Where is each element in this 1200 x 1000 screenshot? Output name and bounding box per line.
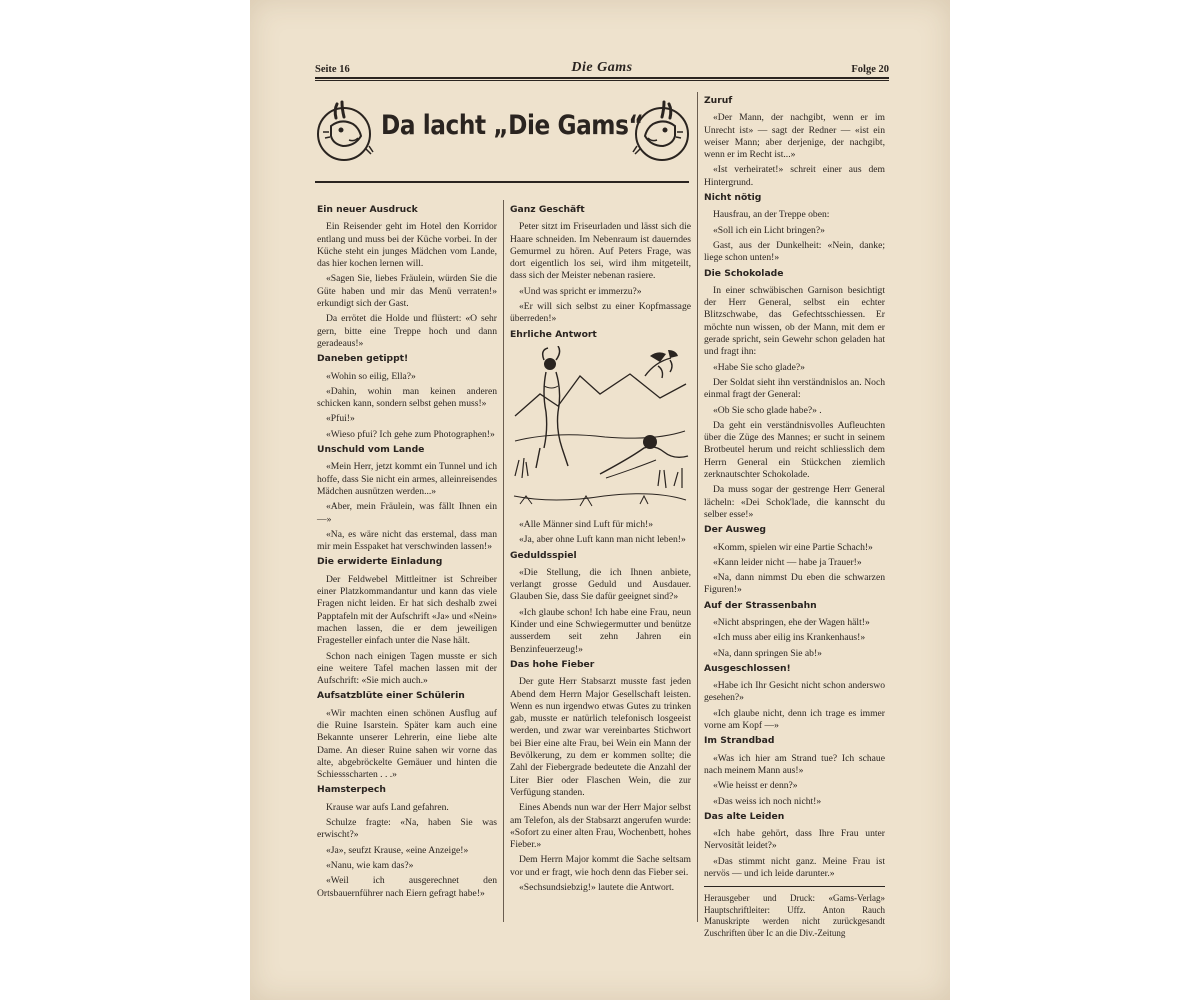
article-heading: Der Ausweg <box>704 524 767 536</box>
article-paragraph: «Die Stellung, die ich Ihnen anbiete, verlangt grosse Geduld und Ausdauer. Glauben Sie, dass Sie dafür geeignet sind?» <box>510 566 691 603</box>
article-paragraph: «Na, dann nimmst Du eben die schwarzen Figuren!» <box>704 572 885 596</box>
article <box>704 95 885 189</box>
article-paragraph: «Aber, mein Fräulein, was fällt Ihnen ein —» <box>317 501 497 525</box>
article-paragraph: «Das stimmt nicht ganz. Meine Frau ist nervös — und ich leide darunter.» <box>704 855 885 880</box>
article-paragraph: «Ist verheiratet!» schreit einer aus dem Hintergrund. <box>704 164 885 188</box>
article-paragraph: «Mein Herr, jetzt kommt ein Tunnel und ich hoffe, dass Sie nicht ein armes, alleinreisendes Mädchen ausnützen werden...» <box>317 461 497 497</box>
article-paragraph: «Na, es wäre nicht das erstemal, dass man mir mein Esspaket hat verschwinden lassen!» <box>317 528 497 553</box>
article-heading: Auf der Strassenbahn <box>704 599 817 611</box>
article <box>704 268 885 522</box>
article-paragraph: In einer schwäbischen Garnison besichtigt der Herr General, selbst ein echter Blitzschwabe, das Gefechtsschiessen. Er möchte nun wissen, ob der Mann, mit dem er gerade spricht, sein Gewehr schon geladen hat und fragt ihn: <box>704 284 885 358</box>
article-paragraph: «Dahin, wohin man keinen anderen schicken kann, sondern selbst gehen muss!» <box>317 385 497 410</box>
impressum-rule <box>704 886 885 887</box>
article-paragraph: Der Feldwebel Mittleitner ist Schreiber einer Platzkommandantur und kann das viele Fragen nicht leiden. Er hat sich deshalb zwei Papptafeln mit der Aufschrift «Ja» und «Nein» machen lassen, die er dem jeweiligen Fragesteller einfach unter die Nase hält. <box>317 573 497 647</box>
article <box>704 811 885 880</box>
article <box>704 600 885 660</box>
article-heading: Hamsterpech <box>317 784 386 796</box>
article-paragraph: Der Soldat sieht ihn verständnislos an. Noch einmal fragt der General: <box>704 376 885 401</box>
newspaper-page <box>250 0 950 1000</box>
page-number-left: Seite 16 <box>315 64 350 75</box>
article-paragraph: «Kann leider nicht — habe ja Trauer!» <box>713 556 862 568</box>
article <box>510 659 691 894</box>
article-heading: Die Schokolade <box>704 267 784 279</box>
article-heading: Die erwiderte Einladung <box>317 556 443 568</box>
article-paragraph: Da errötet die Holde und flüstert: «O sehr gern, bitte eine Treppe hoch und dann geradeaus!» <box>317 313 497 349</box>
article <box>704 192 885 264</box>
article-paragraph: Gast, aus der Dunkelheit: «Nein, danke; liege schon unten!» <box>704 239 885 264</box>
article-heading: Ein neuer Ausdruck <box>317 204 418 215</box>
article-paragraph: «Nanu, wie kam das?» <box>326 859 414 871</box>
article-paragraph: «Der Mann, der nachgibt, wenn er im Unrecht ist» — sagt der Redner — «ist ein weiser Mann; aber derjenige, der nachgibt, wenn er im Recht ist...» <box>704 112 885 161</box>
article-heading: Geduldsspiel <box>510 549 577 561</box>
article-paragraph: «Habe Sie scho glade?» <box>713 361 805 373</box>
header-rule-thin <box>315 80 889 81</box>
article-paragraph: «Sagen Sie, liebes Fräulein, würden Sie die Güte haben und mir das Menü verraten!» erkundigt sich der Gast. <box>317 273 497 310</box>
article-paragraph: «Soll ich ein Licht bringen?» <box>713 224 825 236</box>
article-paragraph: «Ja», seufzt Krause, «eine Anzeige!» <box>326 844 469 856</box>
article-paragraph: Der gute Herr Stabsarzt musste fast jeden Abend dem Herrn Major Gesellschaft leisten. Wenn es nun irgendwo etwas Gutes zu trinken gab, musste er natürlich telefonisch losgeeist werden, und zwar war vereinbartes Stichwort bei Bier eine alte Frau, bei Wein ein Mann der Bevölkerung, zu dem er kommen sollte; die Zahl der Fiebergrade bedeutete die Anzahl der Liter Bier oder Flaschen Wein, die zur Verfügung standen. <box>510 676 691 798</box>
article-paragraph: Schulze fragte: «Na, haben Sie was erwischt?» <box>317 817 497 841</box>
chamois-head-icon <box>629 98 691 166</box>
banner-title: Da lacht „Die Gams“ <box>381 110 644 141</box>
article <box>510 550 691 656</box>
article-paragraph: «Weil ich ausgerechnet den Ortsbauernführer nach Eiern gefragt habe!» <box>317 875 497 899</box>
article-paragraph: «Was ich hier am Strand tue? Ich schaue nach meinem Mann aus!» <box>704 752 885 776</box>
chamois-head-icon <box>315 98 377 166</box>
article-paragraph: «Das weiss ich noch nicht!» <box>713 795 822 807</box>
article-paragraph: «Er will sich selbst zu einer Kopfmassage überreden!» <box>510 301 691 325</box>
article-paragraph: Eines Abends nun war der Herr Major selbst am Telefon, als der Stabsarzt angerufen wurde: «Sofort zu einer alten Frau, Wochenbett, hohes Fieber.» <box>510 802 691 851</box>
article <box>317 556 497 687</box>
article-heading: Ganz Geschäft <box>510 204 585 215</box>
article-paragraph: «Ich glaube nicht, denn ich trage es immer vorne am Kopf —» <box>704 707 885 732</box>
article-paragraph: «Ich muss aber eilig ins Krankenhaus!» <box>713 632 866 644</box>
article-heading: Unschuld vom Lande <box>317 444 425 456</box>
cartoon-illustration <box>510 346 691 511</box>
column-1 <box>317 204 497 903</box>
article-heading: Daneben getippt! <box>317 353 409 365</box>
banner-rule <box>315 181 689 183</box>
article-heading: Nicht nötig <box>704 192 762 204</box>
column-divider <box>503 200 504 922</box>
column-3 <box>704 95 885 939</box>
article-paragraph: «Ich glaube schon! Ich habe eine Frau, neun Kinder und eine Schwiegermutter und benütze ausserdem seit zehn Jahren ein Benzinfeuerzeug!» <box>510 606 691 655</box>
article-paragraph: Da geht ein verständnisvolles Aufleuchten über die Züge des Mannes; er sucht in seinem Brotbeutel herum und reicht schliesslich dem Herrn General ein Stückchen ziemlich zerknautschter Schokolade. <box>704 419 885 481</box>
article <box>704 735 885 807</box>
article-paragraph: Krause war aufs Land gefahren. <box>326 801 449 813</box>
article <box>704 524 885 596</box>
article <box>317 444 497 553</box>
article-paragraph: «Ich habe gehört, dass Ihre Frau unter Nervosität leidet?» <box>704 828 885 852</box>
article-paragraph: «Ob Sie scho glade habe?» . <box>713 404 822 416</box>
article <box>317 353 497 441</box>
header-rule <box>315 77 889 79</box>
article-paragraph: Hausfrau, an der Treppe oben: <box>713 209 830 221</box>
column-divider <box>697 92 698 922</box>
article <box>510 329 691 511</box>
article <box>317 204 497 350</box>
article-paragraph: Ein Reisender geht im Hotel den Korridor entlang und muss bei der Küche vorbei. In der Küche steht ein junges Mädchen vom Lande, das hier kochen lernen will. <box>317 221 497 270</box>
masthead: Die Gams <box>571 60 633 75</box>
article-paragraph: «Wohin so eilig, Ella?» <box>326 370 416 382</box>
article <box>510 204 691 326</box>
article-paragraph: «Habe ich Ihr Gesicht nicht schon anderswo gesehen?» <box>704 680 885 704</box>
page-header <box>315 62 889 78</box>
issue-number: Folge 20 <box>851 64 889 75</box>
article <box>317 690 497 781</box>
article-paragraph: «Wir machten einen schönen Ausflug auf die Ruine Isarstein. Später kam auch eine Bekannte unserer Lehrerin, eine liebe alte Dame. An dieser Ruine sahen wir vorne das alte, abgebröckelte Gemäuer und hinten die Schiessscharten . . .» <box>317 707 497 781</box>
article-paragraph: «Komm, spielen wir eine Partie Schach!» <box>713 541 873 553</box>
article-heading: Das alte Leiden <box>704 810 785 822</box>
article <box>510 519 691 547</box>
article-paragraph: Da muss sogar der gestrenge Herr General lächeln: «Dei Schok'lade, die kannscht du selber esse!» <box>704 484 885 520</box>
article-paragraph: «Und was spricht er immerzu?» <box>519 285 642 297</box>
article-paragraph: Peter sitzt im Friseurladen und lässt sich die Haare schneiden. Im Nebenraum ist dauerndes Gemurmel zu hören. Auf Peters Frage, was dort eigentlich los sei, wird ihm mitgeteilt, dass sich der Meister nebenan rasiere. <box>510 221 691 282</box>
article-heading: Aufsatzblüte einer Schülerin <box>317 690 465 702</box>
article-paragraph: «Sechsundsiebzig!» lautete die Antwort. <box>519 881 675 893</box>
article-heading: Im Strandbad <box>704 735 775 747</box>
article-heading: Das hohe Fieber <box>510 658 595 670</box>
article-heading: Ausgeschlossen! <box>704 662 791 674</box>
article-paragraph: «Na, dann springen Sie ab!» <box>713 647 822 659</box>
article-paragraph: «Ja, aber ohne Luft kann man nicht leben!» <box>519 534 686 546</box>
article <box>317 784 497 899</box>
article-paragraph: Schon nach einigen Tagen musste er sich eine weitere Tafel machen lassen mit der Aufschrift: «Sie mich auch.» <box>317 650 497 687</box>
article <box>704 663 885 732</box>
impressum: Herausgeber und Druck: «Gams-Verlag» Hauptschriftleiter: Uffz. Anton Rauch Manuskripte werden nicht zurückgesandt Zuschriften über Ic an die Div.-Zeitung <box>704 893 885 938</box>
article-paragraph: «Nicht abspringen, ehe der Wagen hält!» <box>713 616 870 628</box>
article-paragraph: «Alle Männer sind Luft für mich!» <box>519 518 654 530</box>
article-paragraph: «Wie heisst er denn?» <box>713 780 798 792</box>
article-paragraph: Dem Herrn Major kommt die Sache seltsam vor und er fragt, wie hoch denn das Fieber sei. <box>510 854 691 878</box>
article-heading: Zuruf <box>704 95 733 106</box>
column-2 <box>510 204 691 897</box>
article-paragraph: «Pfui!» <box>326 413 355 425</box>
article-paragraph: «Wieso pfui? Ich gehe zum Photographen!» <box>326 428 495 440</box>
article-heading: Ehrliche Antwort <box>510 328 597 340</box>
